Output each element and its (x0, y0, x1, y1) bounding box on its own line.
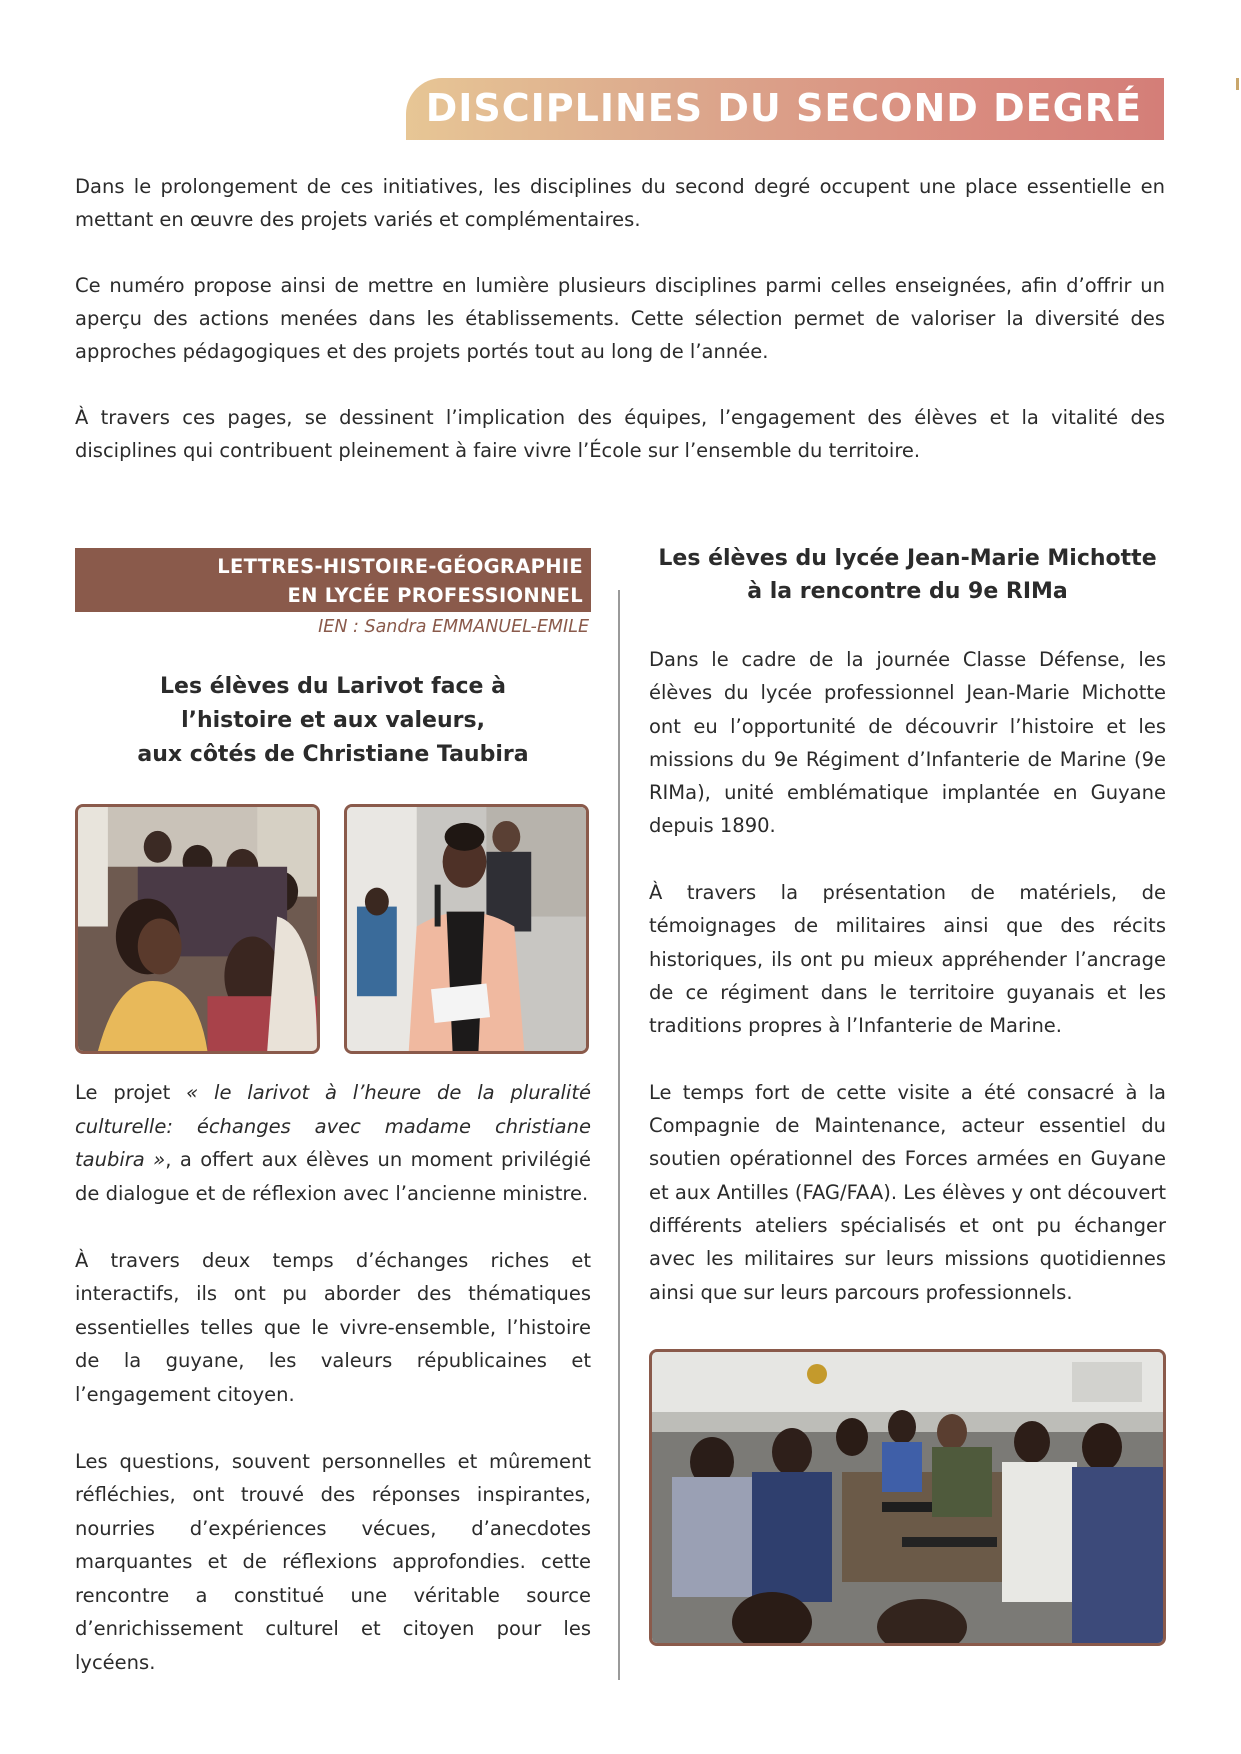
right-title-line-2: à la rencontre du 9e RIMa (747, 579, 1068, 604)
discipline-banner (75, 548, 591, 612)
left-title-line-3: aux côtés de Christiane Taubira (137, 742, 529, 767)
right-article-body (649, 643, 1166, 1342)
ien-credit: IEN : Sandra EMMANUEL-EMILE (318, 617, 589, 637)
left-article-title (75, 670, 591, 772)
right-paragraph-2: À travers la présentation de matériels, de témoignages de militaires ainsi que des récits historiques, ils ont pu mieux appréhender l’ancrage de ce régiment dans le territoire guyanais et les traditions propres à l’Infanterie de Marine. (649, 881, 1166, 1038)
right-article-title (649, 542, 1166, 608)
right-title-line-1: Les élèves du lycée Jean-Marie Michotte (658, 546, 1157, 571)
intro-text (75, 170, 1165, 500)
left-title-line-1: Les élèves du Larivot face à (160, 674, 506, 699)
intro-paragraph-1: Dans le prolongement de ces initiatives, les disciplines du second degré occupent une place essentielle en mettant en œuvre des projets variés et complémentaires. (75, 175, 1165, 231)
right-paragraph-1: Dans le cadre de la journée Classe Défense, les élèves du lycée professionnel Jean-Marie Michotte ont eu l’opportunité de découvrir l’histoire et les missions du 9e Régiment d’Infanterie de Marine (9e RIMa), unité emblématique implantée en Guyane depuis 1890. (649, 648, 1166, 838)
discipline-line-2: EN LYCÉE PROFESSIONNEL (287, 584, 583, 607)
christiane-taubira-speaking-photo (344, 804, 589, 1054)
intro-paragraph-3: À travers ces pages, se dessinent l’implication des équipes, l’engagement des élèves et la vitalité des disciplines qui contribuent pleinement à faire vivre l’École sur l’ensemble du territoire. (75, 406, 1165, 462)
section-header-banner (406, 78, 1164, 140)
students-audience-photo (75, 804, 320, 1054)
column-divider (618, 590, 620, 1680)
page-edge-mark (1236, 78, 1239, 90)
left-paragraph-2: À travers deux temps d’échanges riches et interactifs, ils ont pu aborder des thématiques essentielles telles que le vivre-ensemble, l’histoire de la guyane, les valeurs républicaines et l’engagement citoyen. (75, 1248, 591, 1406)
left-title-line-2: l’histoire et aux valeurs, (181, 708, 485, 733)
right-paragraph-3: Le temps fort de cette visite a été consacré à la Compagnie de Maintenance, acteur essentiel du soutien opérationnel des Forces armées en Guyane et aux Antilles (FAG/FAA). Les élèves y ont découvert différents ateliers spécialisés et ont pu échanger avec les militaires sur leurs missions quotidiennes ainsi que sur leurs parcours professionnels. (649, 1080, 1166, 1304)
left-article-body (75, 1076, 591, 1713)
left-paragraph-1: Le projet « le larivot à l’heure de la pluralité culturelle: échanges avec madame christiane taubira », a offert aux élèves un moment privilégié de dialogue et de réflexion avec l’ancienne ministre. (75, 1081, 592, 1205)
project-name: « le larivot à l’heure de la pluralité culturelle: échanges avec madame christiane taubira » (75, 1081, 591, 1171)
left-paragraph-3: Les questions, souvent personnelles et mûrement réfléchies, ont trouvé des réponses inspirantes, nourries d’expériences vécues, d’anecdotes marquantes et de réflexions approfondies. cette rencontre a constitué une véritable source d’enrichissement culturel et citoyen pour les lycéens. (75, 1449, 591, 1674)
intro-paragraph-2: Ce numéro propose ainsi de mettre en lumière plusieurs disciplines parmi celles enseignées, afin d’offrir un aperçu des actions menées dans les établissements. Cette sélection permet de valoriser la diversité des approches pédagogiques et des projets portés tout au long de l’année. (75, 274, 1165, 363)
discipline-line-1: LETTRES-HISTOIRE-GÉOGRAPHIE (217, 555, 583, 578)
students-military-workshop-photo (649, 1349, 1166, 1646)
page-title: DISCIPLINES DU SECOND DEGRÉ (425, 86, 1142, 130)
